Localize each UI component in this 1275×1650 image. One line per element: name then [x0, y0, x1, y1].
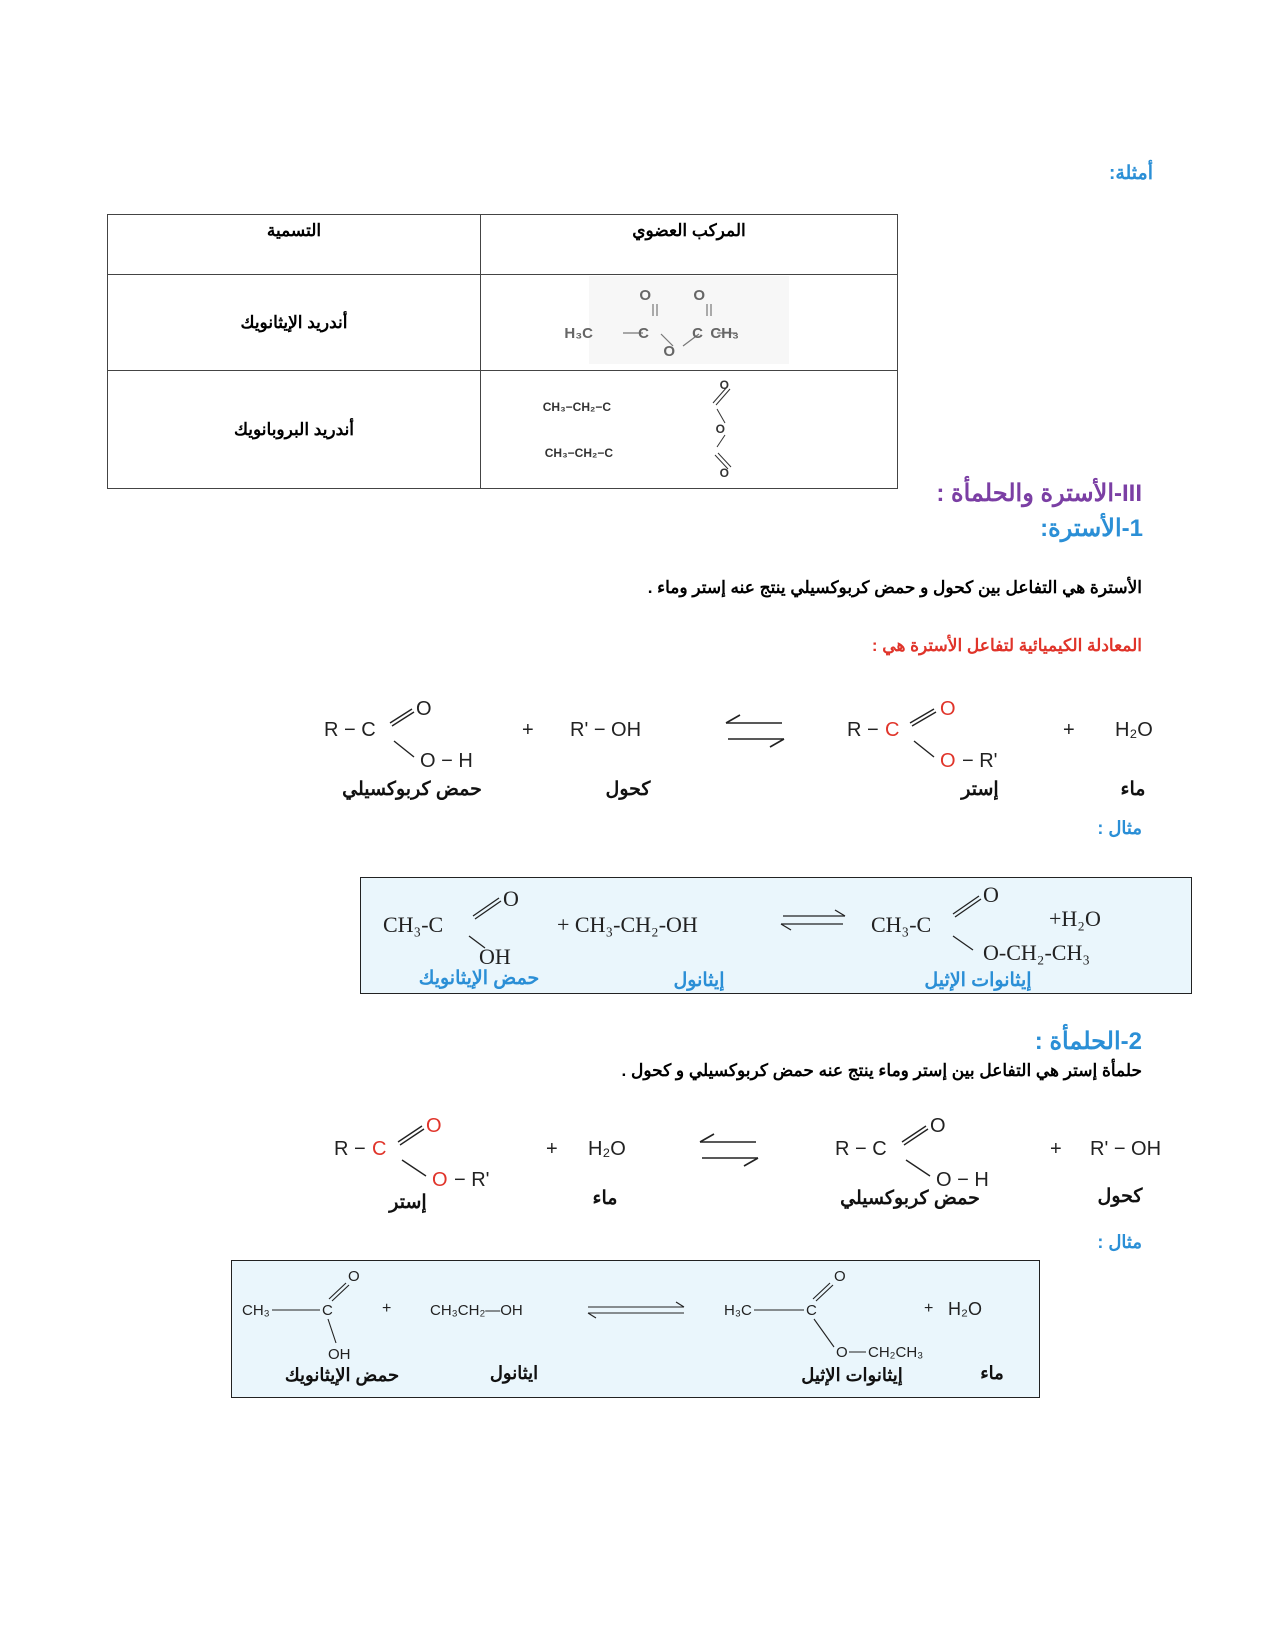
eq2-alcohol-label: كحول	[1097, 1186, 1143, 1207]
svg-text:CH₃−CH₂−C: CH₃−CH₂−C	[542, 400, 611, 414]
svg-text:O: O	[930, 1115, 946, 1137]
svg-text:C: C	[372, 1138, 387, 1160]
svg-text:O: O	[940, 698, 956, 720]
section32-title: 2-الحلمأة :	[1034, 1028, 1142, 1055]
table-row	[108, 371, 898, 489]
eq1-alcohol: R' − OH	[570, 719, 642, 741]
svg-text:O: O	[416, 698, 432, 720]
svg-text:H₃C: H₃C	[564, 325, 593, 342]
svg-text:O: O	[834, 1268, 846, 1285]
ex1-alcohol-name: إيثانول	[673, 970, 725, 991]
svg-text:O − H: O − H	[420, 750, 473, 772]
svg-text:O: O	[348, 1268, 360, 1285]
svg-text:O: O	[663, 343, 675, 360]
eq2-water-label: ماء	[592, 1188, 618, 1209]
ex2-alcohol-name: ايثانول	[489, 1363, 539, 1383]
col-compound-header: المركب العضوي	[481, 215, 898, 275]
anhydride-table	[107, 214, 898, 489]
eq1-plus2: +	[1063, 719, 1075, 741]
eq2-acid-label: حمض كربوكسيلي	[840, 1188, 980, 1209]
svg-text:− R': − R'	[962, 750, 998, 772]
example-label-1: مثال :	[1097, 818, 1142, 838]
eq2-plus2: +	[1050, 1138, 1062, 1160]
svg-text:O: O	[639, 287, 651, 304]
row1-name: أندريد الإيثانويك	[108, 275, 481, 371]
eq1-ester-label: إستر	[961, 779, 999, 800]
svg-text:CH₂CH₃: CH₂CH₃	[868, 1344, 924, 1361]
svg-text:R −: R −	[847, 719, 879, 741]
svg-text:C: C	[885, 719, 900, 741]
eq1-plus1: +	[522, 719, 534, 741]
section31-title: 1-الأسترة:	[1040, 515, 1143, 542]
svg-text:CH₃−CH₂−C: CH₃−CH₂−C	[544, 446, 613, 460]
row1-structure	[481, 275, 898, 371]
eq1-water: H₂O	[1115, 719, 1153, 741]
section3-title: III-الأسترة والحلمأة :	[936, 480, 1142, 507]
eq2-ester-label: إستر	[389, 1192, 427, 1213]
esterification-example-box	[360, 877, 1192, 994]
hydrolysis-example-box	[231, 1260, 1040, 1398]
ex1-water: +H₂O	[1049, 906, 1101, 931]
svg-text:C: C	[638, 325, 649, 342]
equilibrium-arrows-2	[700, 1134, 758, 1166]
svg-text:C: C	[806, 1302, 817, 1319]
hydrolysis-equation	[320, 1100, 1210, 1215]
ex1-acid-oh: OH	[479, 944, 511, 969]
ex2-acid-name: حمض الإيثانويك	[284, 1365, 400, 1385]
propanoic-anhydride-structure	[542, 375, 769, 480]
esterification-equation	[310, 685, 1210, 805]
esterification-definition: الأسترة هي التفاعل بين كحول و حمض كربوكسيلي ينتج عنه إستر وماء .	[647, 578, 1142, 597]
svg-text:R − C: R − C	[835, 1138, 887, 1160]
svg-text:R −: R −	[334, 1138, 366, 1160]
acetic-anhydride-structure	[564, 276, 789, 364]
row2-name: أندريد البروبانويك	[108, 371, 481, 489]
svg-text:O: O	[836, 1344, 848, 1361]
eq1-water-label: ماء	[1120, 779, 1146, 800]
ex1-acid-name: حمض الإيثانويك	[418, 968, 540, 989]
ex2-plus1: +	[382, 1300, 392, 1317]
hydrolysis-definition: حلمأة إستر هي التفاعل بين إستر وماء ينتج عنه حمض كربوكسيلي و كحول .	[621, 1061, 1142, 1080]
svg-text:C: C	[692, 325, 703, 342]
ethyl-acetate-formation	[361, 878, 1191, 993]
ex2-plus2: +	[924, 1300, 934, 1317]
eq2-alcohol: R' − OH	[1090, 1138, 1162, 1160]
svg-text:O: O	[432, 1169, 448, 1191]
table-row	[108, 275, 898, 371]
col-name-header: التسمية	[108, 215, 481, 275]
ethyl-acetate-structures	[232, 1261, 1039, 1397]
svg-text:O: O	[940, 750, 956, 772]
svg-text:R − C: R − C	[324, 719, 376, 741]
ex2-water-name: ماء	[980, 1363, 1004, 1383]
ex2-alcohol: CH₃CH₂—OH	[430, 1302, 523, 1319]
row2-structure	[481, 371, 898, 489]
svg-text:O: O	[719, 466, 729, 480]
ex1-alcohol: + CH₃-CH₂-OH	[557, 912, 698, 937]
ex1-ester: CH₃-C	[871, 912, 932, 937]
eq1-acid-label: حمض كربوكسيلي	[342, 779, 482, 800]
svg-text:O: O	[503, 886, 519, 911]
svg-text:O: O	[426, 1115, 442, 1137]
ex1-acid: CH₃-C	[383, 912, 444, 937]
ex2-ester-name: إيثانوات الإثيل	[801, 1365, 903, 1385]
svg-text:O: O	[693, 287, 705, 304]
example-label-2: مثال :	[1097, 1232, 1142, 1252]
svg-text:H₃C: H₃C	[724, 1302, 752, 1319]
svg-text:CH₃: CH₃	[710, 325, 739, 342]
equilibrium-arrows	[726, 715, 784, 747]
svg-text:O: O	[983, 882, 999, 907]
svg-text:OH: OH	[328, 1346, 351, 1363]
svg-text:C: C	[322, 1302, 333, 1319]
eq1-alcohol-label: كحول	[605, 779, 651, 800]
svg-text:CH₃: CH₃	[242, 1302, 270, 1319]
svg-text:O: O	[719, 378, 729, 392]
equation-intro: المعادلة الكيميائية لتفاعل الأسترة هي :	[871, 636, 1142, 655]
ex1-ester-name: إيثانوات الإثيل	[924, 970, 1032, 991]
ex1-ester-tail: O-CH₂-CH₃	[983, 940, 1091, 965]
eq2-water: H₂O	[588, 1138, 626, 1160]
ex2-water: H₂O	[948, 1299, 982, 1319]
svg-text:O − H: O − H	[936, 1169, 989, 1191]
examples-heading: أمثلة:	[1109, 163, 1153, 184]
table-header-row	[108, 215, 898, 275]
eq2-plus1: +	[546, 1138, 558, 1160]
svg-text:O: O	[715, 422, 725, 436]
svg-text:− R': − R'	[454, 1169, 490, 1191]
